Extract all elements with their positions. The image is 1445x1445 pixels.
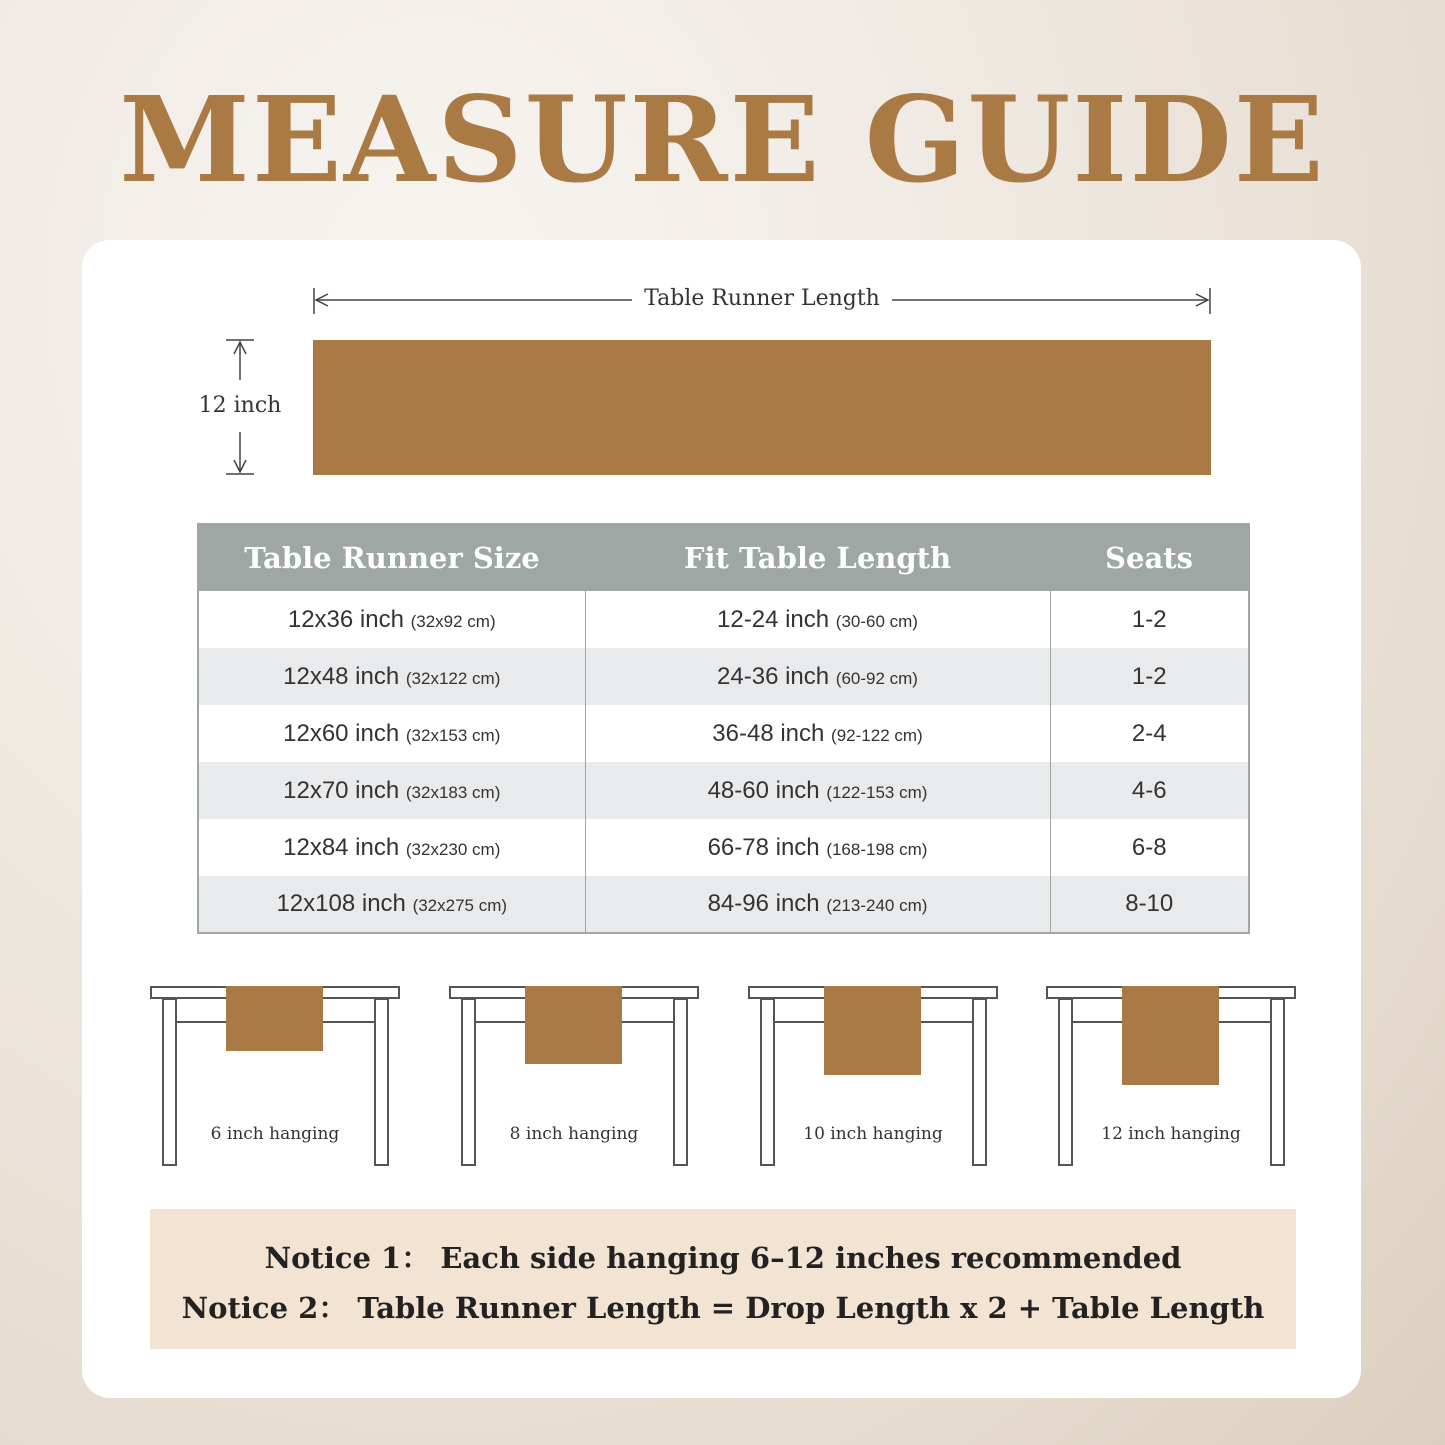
size-cell: 12x84 inch (32x230 cm) [198,819,585,876]
runner-drop [226,986,323,1051]
size-table [197,523,1250,934]
fit-cell: 48-60 inch (122-153 cm) [585,762,1050,819]
size-cell: 12x36 inch (32x92 cm) [198,591,585,648]
size-cell: 12x48 inch (32x122 cm) [198,648,585,705]
table-row [198,705,1249,762]
length-label: Table Runner Length [644,286,880,311]
size-cell: 12x60 inch (32x153 cm) [198,705,585,762]
page-title: MEASURE GUIDE [119,70,1326,209]
notice-box [150,1209,1296,1349]
runner-drop [1122,986,1219,1085]
hanging-label: 8 inch hanging [509,1124,639,1144]
runner-drop [525,986,622,1064]
table-row [198,648,1249,705]
fit-cell: 24-36 inch (60-92 cm) [585,648,1050,705]
fit-cell: 12-24 inch (30-60 cm) [585,591,1050,648]
size-cell: 12x70 inch (32x183 cm) [198,762,585,819]
fit-cell: 84-96 inch (213-240 cm) [585,876,1050,933]
header-size: Table Runner Size [198,524,585,591]
hanging-table-illustration [150,986,400,1168]
hanging-table-illustration [1046,986,1296,1168]
header-fit: Fit Table Length [585,524,1050,591]
seats-cell: 2-4 [1050,705,1249,762]
table-row [198,591,1249,648]
notice-2: Notice 2： Table Runner Length = Drop Length x 2 + Table Length [181,1291,1265,1325]
table-row [198,876,1249,933]
table-row [198,762,1249,819]
hanging-table-illustration [748,986,998,1168]
runner-drop [824,986,921,1075]
seats-cell: 4-6 [1050,762,1249,819]
seats-cell: 8-10 [1050,876,1249,933]
size-cell: 12x108 inch (32x275 cm) [198,876,585,933]
seats-cell: 1-2 [1050,591,1249,648]
hanging-label: 10 inch hanging [803,1124,943,1144]
seats-cell: 1-2 [1050,648,1249,705]
notice-1: Notice 1： Each side hanging 6–12 inches recommended [264,1241,1182,1275]
table-row [198,819,1249,876]
seats-cell: 6-8 [1050,819,1249,876]
width-label: 12 inch [198,393,282,418]
fit-cell: 66-78 inch (168-198 cm) [585,819,1050,876]
header-seats: Seats [1050,524,1249,591]
hanging-table-illustration [449,986,699,1168]
hanging-label: 6 inch hanging [210,1124,340,1144]
hanging-label: 12 inch hanging [1101,1124,1241,1144]
table-runner-illustration [313,340,1211,475]
fit-cell: 36-48 inch (92-122 cm) [585,705,1050,762]
